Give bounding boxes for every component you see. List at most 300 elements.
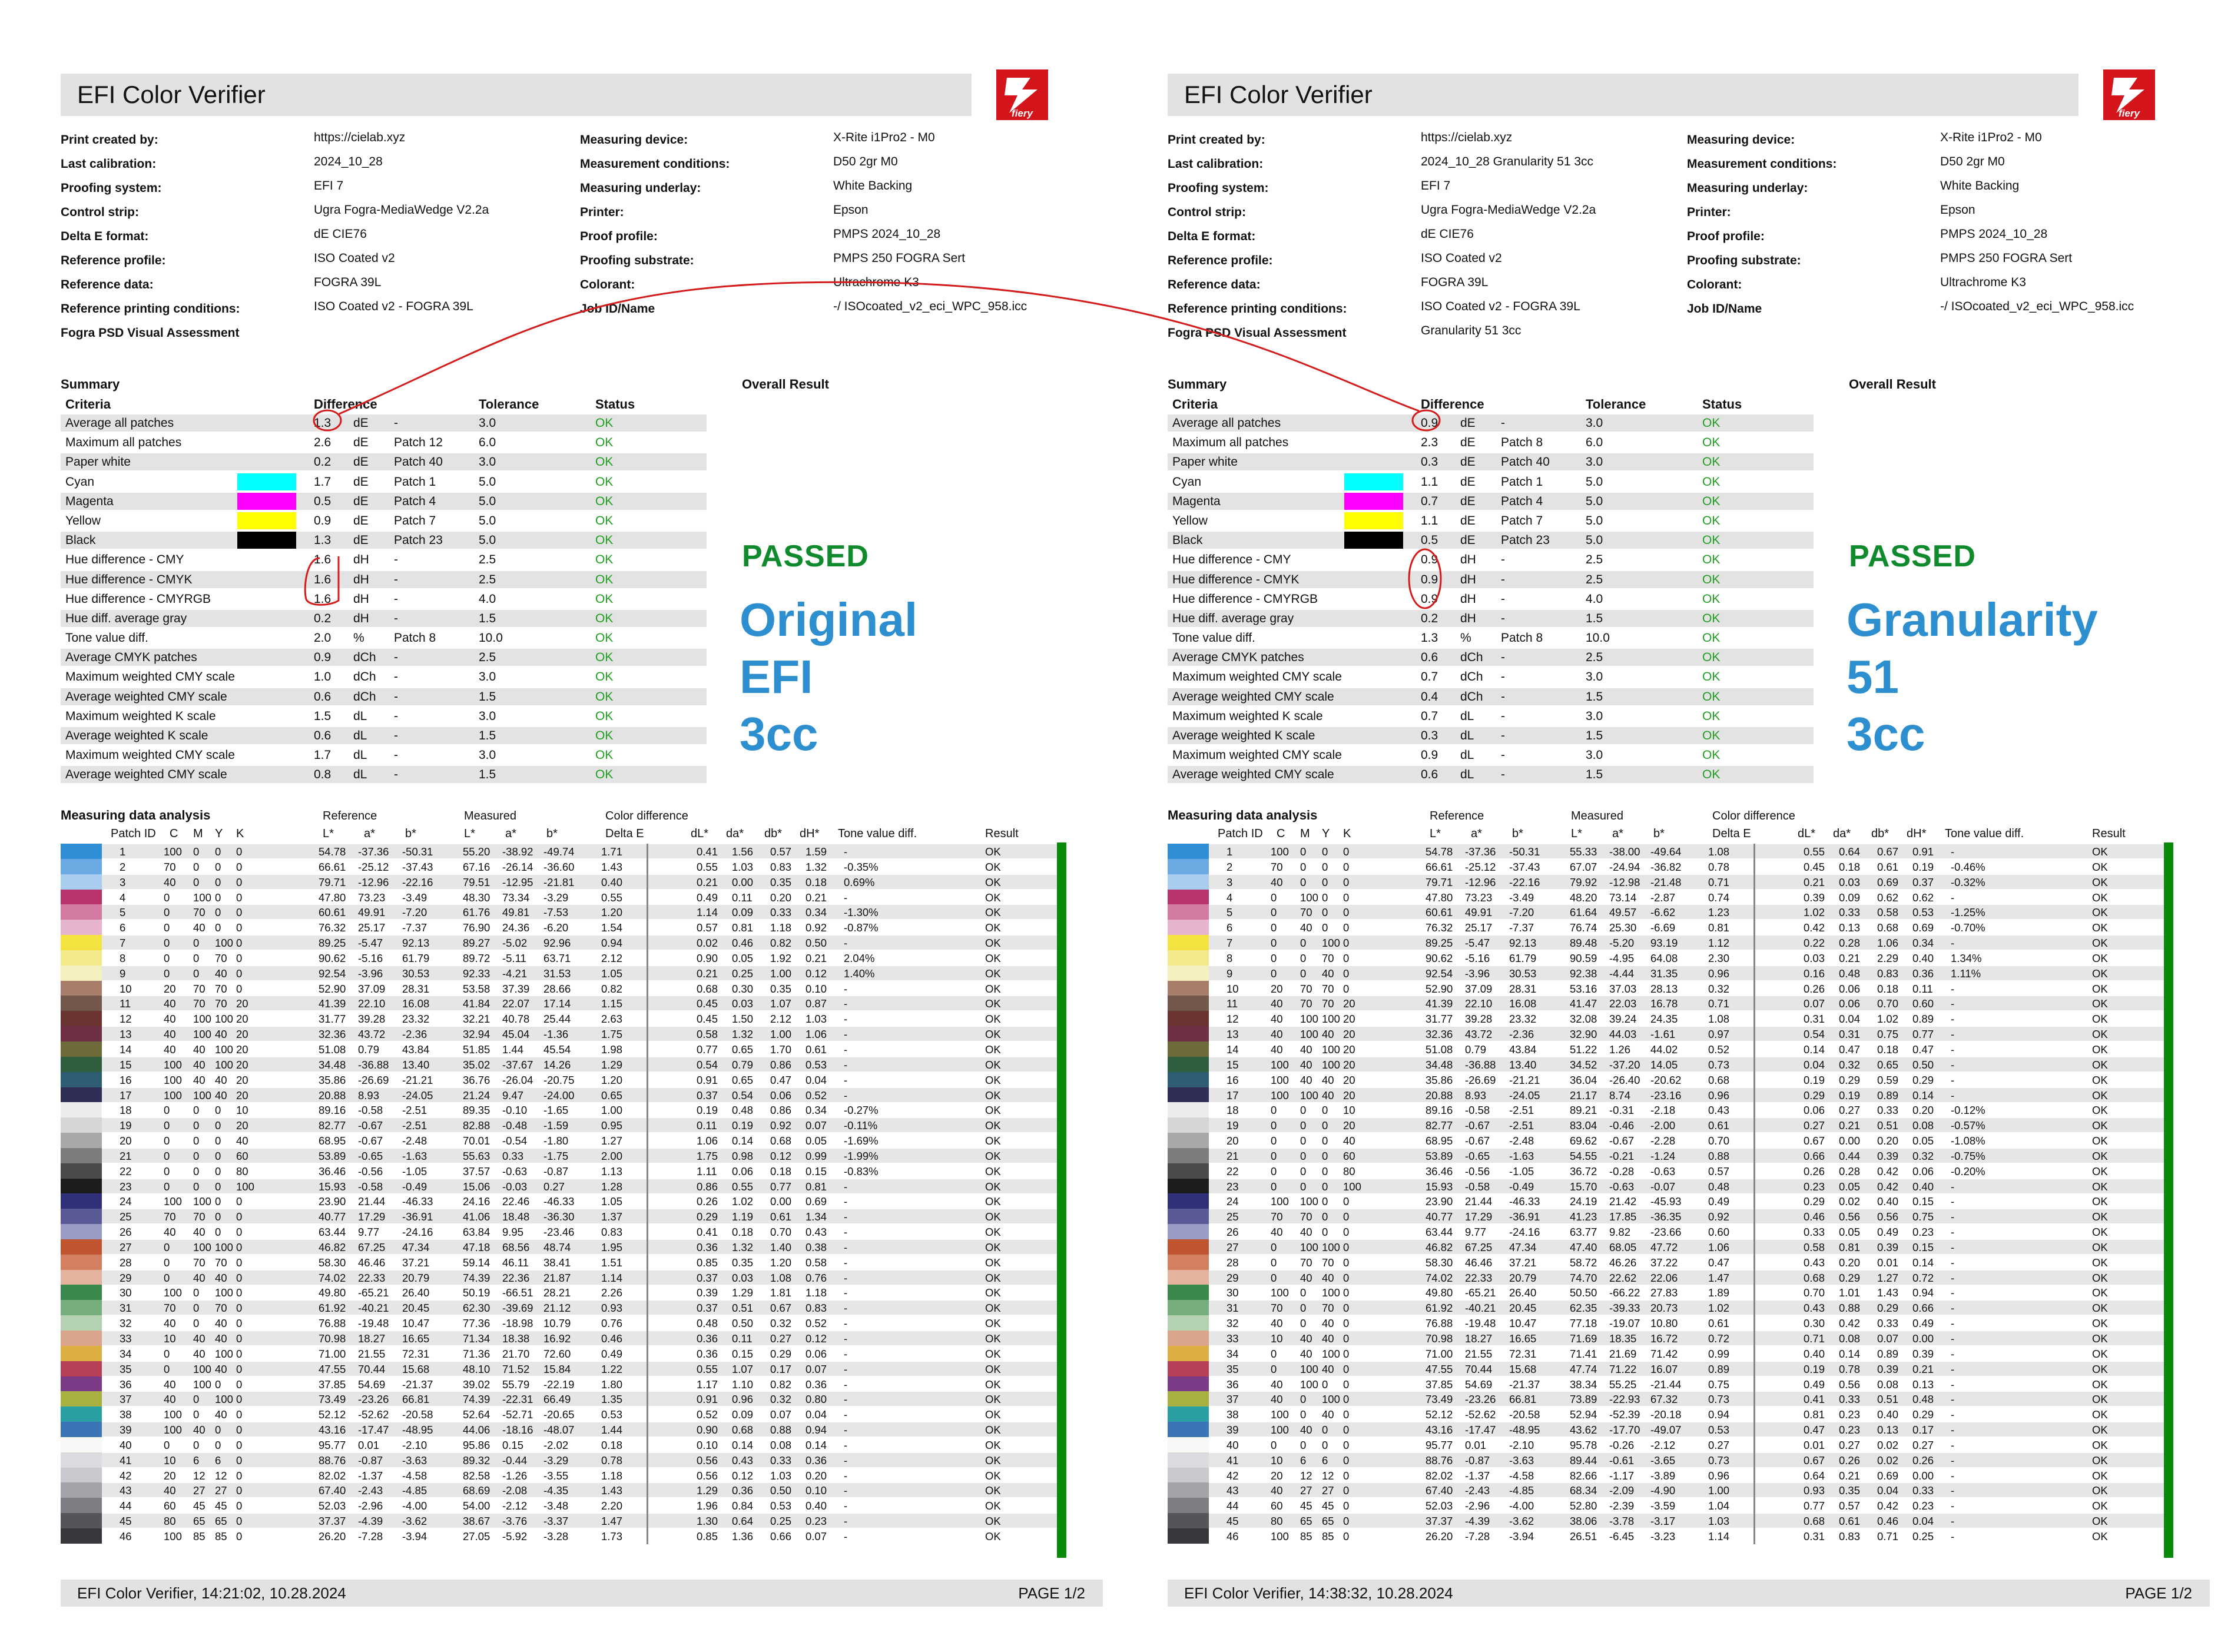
table-cell: OK [2092, 1089, 2108, 1102]
table-cell: -1.05 [402, 1165, 427, 1177]
table-cell: 0 [1271, 1134, 1277, 1147]
table-cell: 20 [1343, 1119, 1355, 1132]
measure-title: Measuring data analysis [61, 808, 211, 822]
table-cell: 0 [236, 1332, 243, 1345]
summary-cell: Cyan [65, 475, 95, 489]
table-cell: 2.04% [844, 951, 875, 964]
table-cell: 0 [215, 1424, 221, 1437]
table-cell: OK [985, 1469, 1001, 1482]
table-cell: 0.88 [1839, 1302, 1861, 1315]
table-cell: -17.47 [358, 1424, 389, 1437]
table-cell: 0.69 [805, 1195, 827, 1208]
info-value: ISO Coated v2 [1421, 251, 1502, 265]
summary-cell: dH [1460, 572, 1476, 586]
table-cell: 27.83 [1650, 1286, 1678, 1299]
patch-color-swatch [61, 1148, 102, 1163]
table-cell: 46.46 [358, 1256, 386, 1269]
summary-table [1168, 413, 1815, 785]
table-cell: 44 [120, 1500, 132, 1512]
table-cell: 40 [193, 1424, 205, 1437]
table-cell: -0.56 [1465, 1165, 1490, 1177]
color-swatch [237, 473, 296, 490]
table-cell: 0.53 [1708, 1424, 1730, 1437]
table-cell: 0.04 [1912, 1515, 1934, 1528]
table-cell: 47.55 [1426, 1362, 1453, 1375]
table-cell: OK [2092, 1226, 2108, 1239]
table-cell: OK [985, 1240, 1001, 1253]
table-cell: 0.19 [1839, 1089, 1861, 1102]
table-cell: -6.69 [1650, 921, 1676, 934]
table-cell: 0.56 [1877, 1210, 1899, 1223]
table-cell: - [844, 1226, 848, 1239]
table-cell: 1.75 [601, 1028, 623, 1041]
table-cell: - [844, 1484, 848, 1497]
table-cell: 40 [164, 1226, 176, 1239]
table-row [61, 1179, 1073, 1194]
table-cell: -36.30 [543, 1210, 575, 1223]
table-cell: 0 [1271, 906, 1277, 919]
table-cell: 0.51 [1877, 1393, 1899, 1406]
table-cell: 60 [1271, 1500, 1283, 1512]
table-cell: OK [2092, 1500, 2108, 1512]
summary-cell: Patch 4 [1501, 494, 1543, 508]
info-row [1168, 296, 1698, 320]
table-cell: -40.21 [358, 1302, 389, 1315]
table-cell: 0.02 [697, 937, 718, 950]
summary-title: Summary [61, 377, 120, 392]
table-cell: 0 [1343, 1500, 1350, 1512]
info-value: D50 2gr M0 [833, 155, 898, 168]
summary-cell: 2.5 [479, 572, 496, 586]
table-cell: 18.27 [358, 1332, 386, 1345]
patch-color-swatch [1168, 1179, 1209, 1194]
table-cell: -2.02 [543, 1438, 569, 1451]
table-cell: 0.33 [770, 906, 792, 919]
table-cell: 0.17 [770, 1362, 792, 1375]
table-cell: -20.18 [1650, 1408, 1682, 1421]
table-cell: 0 [1300, 1104, 1307, 1117]
table-cell: 89.16 [1426, 1104, 1453, 1117]
table-cell: 0 [1343, 1226, 1350, 1239]
summary-row [1168, 648, 1815, 667]
table-cell: 74.70 [1570, 1271, 1597, 1284]
table-cell: 100 [1271, 1195, 1289, 1208]
table-cell: 0.36 [805, 1378, 827, 1391]
report-title: EFI Color Verifier [61, 74, 972, 116]
patch-color-swatch [1168, 1102, 1209, 1117]
table-cell: OK [2092, 921, 2108, 934]
table-cell: 45 [1300, 1500, 1312, 1512]
info-label: Proofing system: [61, 181, 162, 195]
table-cell: 16 [1226, 1073, 1239, 1086]
table-cell: 0 [1322, 875, 1328, 888]
patch-color-swatch [61, 1026, 102, 1041]
table-cell: OK [985, 891, 1001, 904]
info-value: -/ ISOcoated_v2_eci_WPC_958.icc [1940, 300, 2134, 313]
table-cell: 0.81 [1804, 1408, 1825, 1421]
column-header: L* [1571, 827, 1582, 840]
table-row [61, 1285, 1073, 1300]
table-cell: 0.54 [1804, 1028, 1825, 1041]
table-cell: 0.21 [1912, 1362, 1934, 1375]
table-cell: 22.10 [358, 997, 386, 1010]
table-cell: -1.25% [1951, 906, 1985, 919]
table-cell: 14 [1226, 1043, 1239, 1056]
table-cell: OK [985, 1332, 1001, 1345]
summary-cell: dH [353, 572, 369, 586]
summary-cell: - [1501, 709, 1505, 723]
table-cell: 0.58 [1877, 906, 1899, 919]
table-cell: 0.74 [1708, 891, 1730, 904]
table-cell: - [844, 1073, 848, 1086]
table-cell: 0.59 [1877, 1073, 1899, 1086]
table-cell: 16.92 [543, 1332, 571, 1345]
table-cell: OK [2092, 1530, 2108, 1542]
table-cell: 0.58 [1804, 1240, 1825, 1253]
info-row [1168, 320, 1698, 344]
table-row [1168, 1346, 2180, 1361]
summary-cell: 3.0 [479, 416, 496, 430]
summary-cell: Yellow [1172, 513, 1208, 528]
table-cell: 47.55 [319, 1362, 346, 1375]
table-cell: 17.29 [1465, 1210, 1493, 1223]
table-row [1168, 1391, 2180, 1406]
patch-color-swatch [1168, 1026, 1209, 1041]
table-cell: 0.61 [1708, 1317, 1730, 1330]
table-cell: -0.21 [1609, 1149, 1635, 1162]
table-cell: 40.77 [319, 1210, 346, 1223]
table-cell: 1.00 [770, 1028, 792, 1041]
table-cell: -3.63 [1509, 1454, 1534, 1467]
table-row [1168, 1331, 2180, 1346]
table-cell: OK [985, 845, 1001, 858]
table-cell: -3.65 [1650, 1454, 1676, 1467]
table-cell: 51.85 [463, 1043, 490, 1056]
summary-cell: OK [1702, 670, 1721, 684]
table-cell: 1.03 [805, 1013, 827, 1026]
table-cell: 0.40 [805, 1500, 827, 1512]
table-cell: 0 [236, 1408, 243, 1421]
table-cell: 48.74 [543, 1240, 571, 1253]
table-cell: 89.25 [1426, 937, 1453, 950]
table-cell: -19.07 [1609, 1317, 1640, 1330]
table-cell: 1.00 [1708, 1484, 1730, 1497]
table-cell: -0.57% [1951, 1119, 1985, 1132]
info-label: Proofing substrate: [1687, 254, 1801, 267]
summary-cell: % [353, 631, 364, 645]
summary-row [61, 550, 708, 569]
table-cell: 92.38 [1570, 967, 1597, 980]
table-cell: 22 [1226, 1165, 1239, 1177]
table-cell: -36.91 [1509, 1210, 1540, 1223]
table-cell: 0.26 [1804, 1165, 1825, 1177]
summary-cell: dE [1460, 513, 1476, 528]
table-cell: 0.73 [1708, 1393, 1730, 1406]
table-cell: 2.30 [1708, 951, 1730, 964]
table-cell: -1.30% [844, 906, 879, 919]
table-cell: 0.89 [1877, 1089, 1899, 1102]
table-cell: OK [2092, 1043, 2108, 1056]
table-cell: -24.16 [1509, 1226, 1540, 1239]
column-header: M [193, 827, 203, 840]
table-row [1168, 1163, 2180, 1179]
table-cell: - [1951, 1073, 1955, 1086]
summary-cell: Patch 12 [394, 436, 443, 450]
table-cell: 16.65 [402, 1332, 430, 1345]
summary-row [1168, 726, 1815, 745]
table-cell: 2.63 [601, 1013, 623, 1026]
table-cell: 0.23 [805, 1515, 827, 1528]
summary-cell: - [394, 689, 398, 704]
table-cell: -4.00 [1509, 1500, 1534, 1512]
info-value: https://cielab.xyz [1421, 131, 1513, 144]
table-cell: OK [2092, 1484, 2108, 1497]
table-cell: 0 [1300, 1134, 1307, 1147]
info-value: FOGRA 39L [1421, 276, 1489, 289]
table-row [1168, 1087, 2180, 1103]
table-cell: 0.43 [732, 1454, 754, 1467]
table-cell: 20 [120, 1134, 132, 1147]
table-cell: 15.70 [1570, 1180, 1597, 1193]
summary-header [1168, 396, 1815, 413]
table-cell: 55.63 [463, 1149, 490, 1162]
info-label: Job ID/Name [580, 302, 655, 316]
summary-cell: 0.6 [314, 689, 332, 704]
table-cell: 0.04 [805, 1073, 827, 1086]
table-cell: 0.92 [1708, 1210, 1730, 1223]
table-cell: 0.79 [732, 1058, 754, 1071]
table-cell: 0 [236, 1530, 243, 1542]
table-cell: 61.79 [402, 951, 430, 964]
summary-cell: dL [353, 748, 367, 762]
table-cell: 21.17 [1570, 1089, 1597, 1102]
table-cell: 40 [215, 1408, 227, 1421]
table-cell: -1.08% [1951, 1134, 1985, 1147]
info-row [1687, 248, 2205, 272]
summary-cell: 3.0 [479, 709, 496, 723]
table-cell: 40 [1322, 1408, 1334, 1421]
table-cell: 0.68 [1804, 1515, 1825, 1528]
summary-cell: 1.7 [314, 748, 332, 762]
table-cell: 73.23 [358, 891, 386, 904]
table-cell: -7.20 [1509, 906, 1534, 919]
table-cell: 1.03 [732, 860, 754, 873]
table-cell: 70 [1271, 1210, 1283, 1223]
table-cell: 0.21 [697, 875, 718, 888]
table-cell: 68.56 [502, 1240, 530, 1253]
table-cell: -20.65 [543, 1408, 575, 1421]
table-row [1168, 1255, 2180, 1270]
column-header: C [170, 827, 178, 840]
table-cell: 9.77 [358, 1226, 380, 1239]
table-cell: OK [2092, 937, 2108, 950]
table-cell: -0.87 [358, 1454, 383, 1467]
annotation-label: 3cc [1847, 708, 1925, 760]
patch-color-swatch [1168, 1452, 1209, 1468]
table-cell: 0.33 [1839, 906, 1861, 919]
table-cell: 74.02 [1426, 1271, 1453, 1284]
summary-cell: - [394, 611, 398, 625]
footer-timestamp: EFI Color Verifier, 14:38:32, 10.28.2024 [1184, 1584, 1453, 1602]
table-cell: 0.14 [1839, 1347, 1861, 1360]
table-cell: 9 [120, 967, 126, 980]
table-cell: - [844, 1393, 848, 1406]
table-cell: 0.82 [601, 982, 623, 995]
patch-color-swatch [1168, 920, 1209, 935]
table-cell: -46.33 [1509, 1195, 1540, 1208]
table-cell: 1.03 [770, 1469, 792, 1482]
summary-cell: - [394, 768, 398, 782]
table-cell: 23.90 [1426, 1195, 1453, 1208]
summary-cell: 0.2 [314, 455, 332, 469]
summary-cell: OK [595, 631, 614, 645]
table-cell: OK [2092, 1332, 2108, 1345]
table-cell: OK [2092, 1454, 2108, 1467]
table-cell: OK [985, 997, 1001, 1010]
table-cell: 0 [215, 845, 221, 858]
table-cell: 0.99 [805, 1149, 827, 1162]
table-cell: 85 [1300, 1530, 1312, 1542]
patch-color-swatch [61, 966, 102, 981]
table-cell: OK [2092, 1271, 2108, 1284]
fiery-logo [996, 69, 1048, 120]
table-row [61, 1209, 1073, 1224]
info-label: Reference profile: [1168, 254, 1273, 267]
summary-cell: OK [1702, 553, 1721, 567]
table-cell: 44.02 [1650, 1043, 1678, 1056]
table-cell: 0 [236, 1347, 243, 1360]
table-row [61, 1102, 1073, 1117]
table-cell: 43.84 [1509, 1043, 1537, 1056]
table-cell: 0 [193, 1119, 200, 1132]
table-cell: 7 [120, 937, 126, 950]
table-cell: OK [2092, 997, 2108, 1010]
table-cell: 0.90 [697, 1424, 718, 1437]
table-cell: 44.06 [463, 1424, 490, 1437]
info-row [1168, 175, 1698, 200]
summary-row [61, 609, 708, 628]
table-cell: 35.86 [1426, 1073, 1453, 1086]
table-row [61, 1163, 1073, 1179]
summary-cell: Maximum weighted CMY scale [1172, 670, 1342, 684]
table-cell: 0 [1343, 1195, 1350, 1208]
table-cell: 92.33 [463, 967, 490, 980]
summary-cell: - [394, 670, 398, 684]
patch-color-swatch [61, 1072, 102, 1087]
table-cell: 0 [1343, 906, 1350, 919]
table-cell: -21.21 [1509, 1073, 1540, 1086]
patch-color-swatch [61, 1513, 102, 1528]
info-label: Measuring underlay: [580, 181, 701, 195]
table-cell: 0.35 [732, 1256, 754, 1269]
table-cell: 0.72 [1912, 1271, 1934, 1284]
table-cell: 20.88 [319, 1089, 346, 1102]
table-cell: 0.83 [1839, 1530, 1861, 1542]
summary-cell: Patch 7 [1501, 513, 1543, 528]
table-cell: 0.46 [1804, 1210, 1825, 1223]
table-cell: 0.49 [697, 891, 718, 904]
summary-column-header: Difference [314, 397, 377, 412]
table-cell: - [1951, 1195, 1955, 1208]
summary-cell: Patch 23 [394, 533, 443, 548]
table-cell: 80 [1343, 1165, 1355, 1177]
table-cell: 95.78 [1570, 1438, 1597, 1451]
table-cell: 76.90 [463, 921, 490, 934]
table-cell: 61.76 [463, 906, 490, 919]
info-row [61, 272, 591, 296]
patch-color-swatch [1168, 1315, 1209, 1331]
table-cell: OK [985, 1180, 1001, 1193]
table-cell: 6 [1322, 1454, 1328, 1467]
table-cell: 0 [236, 1210, 243, 1223]
table-cell: -26.69 [1465, 1073, 1496, 1086]
info-value: Ultrachrome K3 [833, 276, 919, 289]
table-cell: 0 [215, 1378, 221, 1391]
patch-color-swatch [1168, 1376, 1209, 1392]
table-cell: 0.10 [697, 1438, 718, 1451]
table-cell: 73.89 [1570, 1393, 1597, 1406]
table-cell: 0.25 [732, 967, 754, 980]
table-cell: -0.75% [1951, 1149, 1985, 1162]
table-cell: OK [2092, 1165, 2108, 1177]
summary-cell: Average weighted K scale [65, 729, 208, 742]
table-cell: 0.04 [1839, 1013, 1861, 1026]
table-cell: 1.23 [1708, 906, 1730, 919]
table-cell: 100 [215, 1058, 233, 1071]
table-cell: 45.54 [543, 1043, 571, 1056]
table-cell: OK [2092, 906, 2108, 919]
table-cell: 100 [164, 1073, 182, 1086]
table-cell: 0.48 [1912, 1393, 1934, 1406]
table-cell: 70 [1322, 951, 1334, 964]
table-cell: 71.00 [319, 1347, 346, 1360]
table-cell: 0 [164, 1438, 170, 1451]
info-row [61, 296, 591, 320]
column-header: a* [505, 827, 516, 840]
table-cell: 0 [1300, 860, 1307, 873]
table-cell: 0.75 [1877, 1028, 1899, 1041]
table-row [1168, 1270, 2180, 1285]
table-cell: 0 [236, 1362, 243, 1375]
table-cell: 0.34 [1912, 937, 1934, 950]
table-cell: 0 [236, 1424, 243, 1437]
table-cell: 0.45 [697, 1013, 718, 1026]
table-cell: 0.33 [770, 1454, 792, 1467]
table-cell: 18.38 [502, 1332, 530, 1345]
info-label: Proof profile: [580, 230, 658, 243]
table-cell: 0.21 [1839, 951, 1861, 964]
table-cell: -38.92 [502, 845, 533, 858]
table-cell: 16.07 [1650, 1362, 1678, 1375]
table-cell: 25 [1226, 1210, 1239, 1223]
table-cell: - [844, 1302, 848, 1315]
table-cell: - [1951, 1515, 1955, 1528]
patch-color-swatch [61, 904, 102, 920]
table-cell: 0.03 [1839, 875, 1861, 888]
summary-cell: 0.4 [1421, 689, 1438, 704]
table-cell: 43.16 [319, 1424, 346, 1437]
table-cell: 0.21 [1839, 1469, 1861, 1482]
table-cell: 90.62 [1426, 951, 1453, 964]
table-cell: 70 [215, 1256, 227, 1269]
table-cell: 0.25 [1912, 1530, 1934, 1542]
table-cell: -5.47 [1465, 937, 1490, 950]
patch-color-swatch [1168, 1255, 1209, 1270]
table-cell: 61.79 [1509, 951, 1537, 964]
overall-result-status: PASSED [1849, 539, 1976, 573]
table-cell: -1.63 [1509, 1149, 1534, 1162]
summary-cell: 0.3 [1421, 455, 1438, 469]
